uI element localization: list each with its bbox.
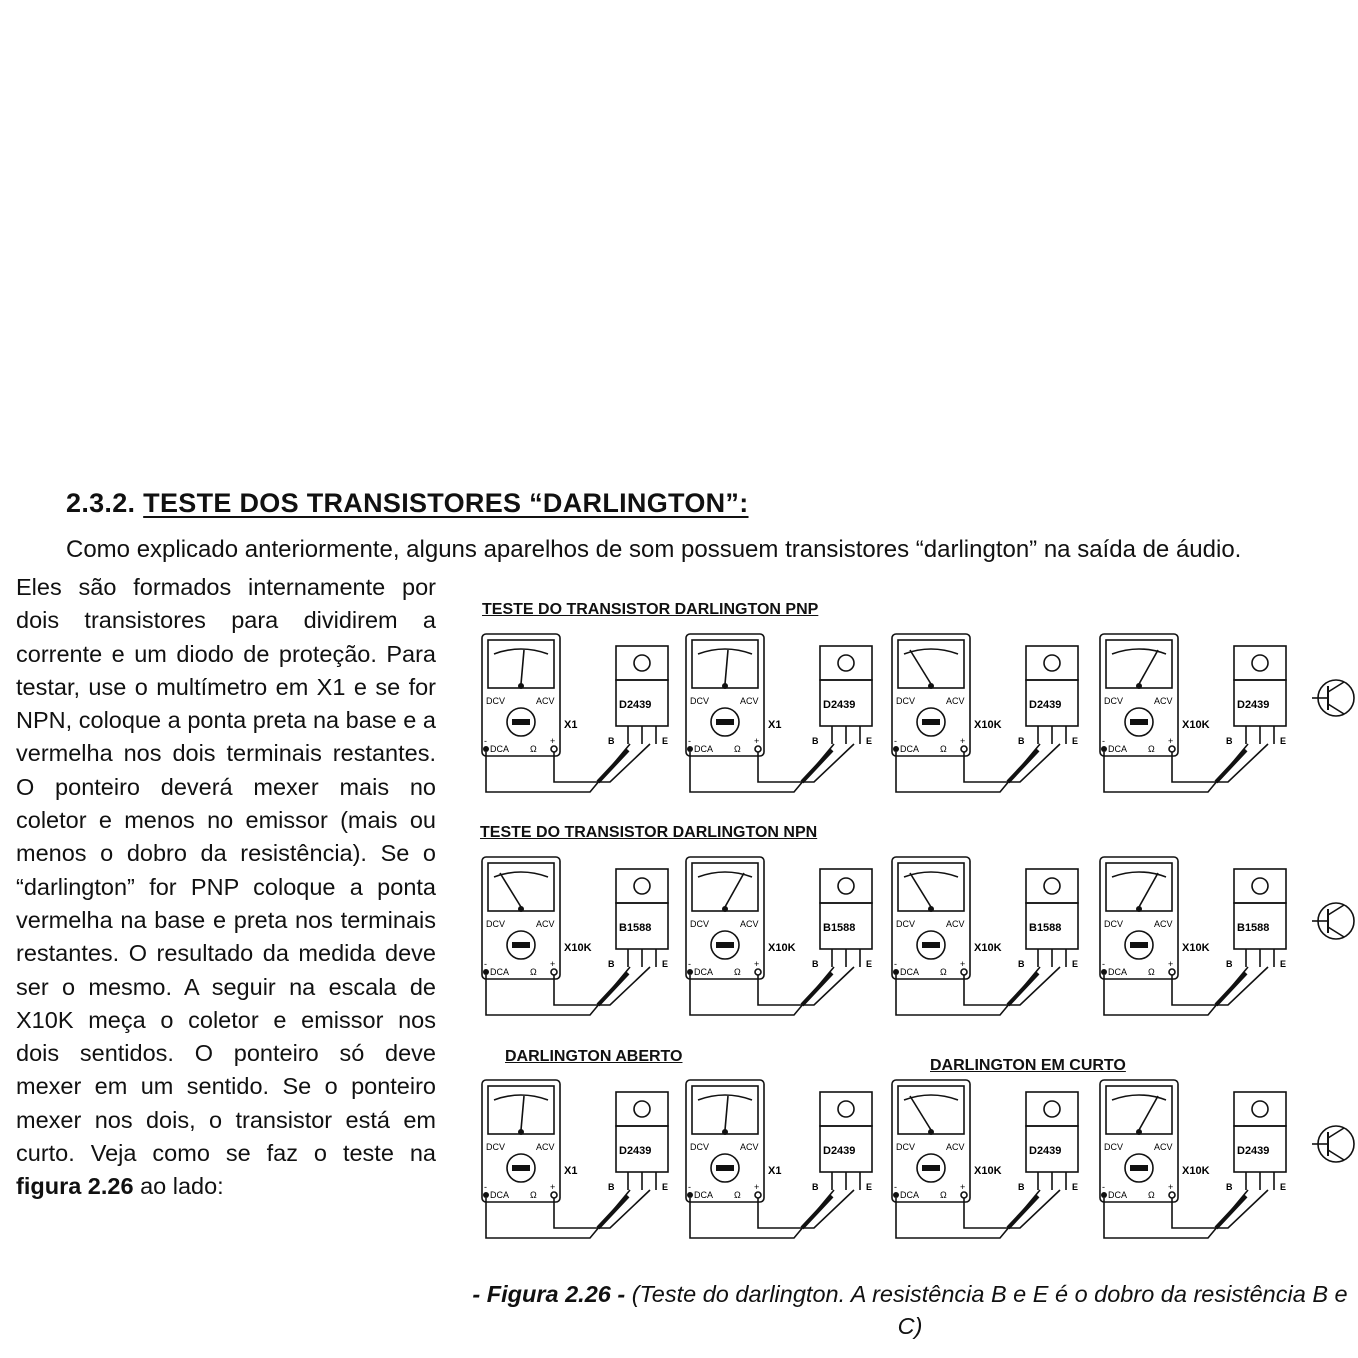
dca-label: DCA bbox=[1108, 967, 1128, 977]
meter-display bbox=[1106, 1086, 1172, 1134]
pin-b-label: B bbox=[812, 736, 819, 746]
jack-ohm bbox=[755, 1192, 761, 1198]
transistor-hole bbox=[1252, 878, 1268, 894]
meter-body bbox=[1100, 1080, 1178, 1202]
meter-body bbox=[482, 1080, 560, 1202]
minus-label: - bbox=[688, 959, 691, 969]
needle-pivot bbox=[928, 906, 934, 912]
probe-tip bbox=[802, 1196, 832, 1228]
dca-label: DCA bbox=[490, 1190, 510, 1200]
probe-tip bbox=[802, 973, 832, 1005]
plus-label: + bbox=[960, 959, 966, 969]
pin-b-label: B bbox=[1226, 1182, 1233, 1192]
ohm-label: Ω bbox=[734, 744, 741, 754]
range-label: X10K bbox=[564, 942, 592, 954]
meter-body bbox=[892, 1080, 970, 1202]
transistor-code: B1588 bbox=[619, 922, 652, 934]
meter-scale bbox=[494, 1095, 548, 1100]
transistor-tab bbox=[1026, 1092, 1078, 1126]
meter-needle bbox=[910, 650, 931, 684]
acv-label: ACV bbox=[946, 1142, 965, 1152]
minus-label: - bbox=[484, 736, 487, 746]
jack-com bbox=[1101, 1192, 1107, 1198]
plus-label: + bbox=[754, 736, 760, 746]
selector-pointer bbox=[922, 719, 940, 725]
pin-e-label: E bbox=[1280, 959, 1287, 969]
needle-pivot bbox=[928, 683, 934, 689]
body-main: Eles são formados internamente por dois transistores para dividirem a corrente e um diodo de proteção. Para testar, use o multímetro em X1 e se for NPN, coloque a ponta preta na base e a vermelha nos dois terminais restantes. O ponteiro deverá mexer mais no coletor e menos no emissor (mais ou menos o dobro da resistência). Se o “darlington” for PNP coloque a ponta vermelha na base e preta nos terminais restantes. O resultado da medida deve ser o mesmo. A seguir na escala de X10K meça o coletor e emissor nos dois sentidos. O ponteiro só deve mexer em um sentido. Se o ponteiro mexer nos dois, o transistor está em curto. Veja como se faz o teste na bbox=[16, 574, 436, 1167]
meter-scale bbox=[494, 649, 548, 654]
meter-body bbox=[482, 634, 560, 756]
transistor-tab bbox=[1234, 646, 1286, 680]
transistor-code: D2439 bbox=[1029, 1145, 1062, 1157]
range-label: X10K bbox=[974, 719, 1002, 731]
minus-label: - bbox=[484, 959, 487, 969]
jack-com bbox=[893, 746, 899, 752]
multimeter-panel bbox=[480, 1078, 680, 1248]
transistor-hole bbox=[1044, 878, 1060, 894]
ohm-label: Ω bbox=[940, 744, 947, 754]
meter-display bbox=[692, 863, 758, 911]
selector-pointer bbox=[512, 719, 530, 725]
jack-com bbox=[893, 969, 899, 975]
probe-tip bbox=[1008, 750, 1038, 782]
plus-label: + bbox=[960, 1182, 966, 1192]
meter-needle bbox=[910, 873, 931, 907]
needle-pivot bbox=[518, 683, 524, 689]
selector-pointer bbox=[716, 719, 734, 725]
meter-scale bbox=[698, 649, 752, 654]
meter-body bbox=[686, 634, 764, 756]
dca-label: DCA bbox=[694, 967, 714, 977]
pin-e-label: E bbox=[662, 959, 669, 969]
dca-label: DCA bbox=[1108, 744, 1128, 754]
dcv-label: DCV bbox=[896, 696, 916, 706]
pin-e-label: E bbox=[1072, 959, 1079, 969]
dcv-label: DCV bbox=[486, 919, 506, 929]
acv-label: ACV bbox=[1154, 696, 1173, 706]
pin-e-label: E bbox=[1280, 1182, 1287, 1192]
plus-label: + bbox=[1168, 736, 1174, 746]
pin-b-label: B bbox=[608, 736, 615, 746]
transistor-code: D2439 bbox=[823, 1145, 856, 1157]
dca-label: DCA bbox=[694, 1190, 714, 1200]
plus-label: + bbox=[1168, 959, 1174, 969]
probe-tip bbox=[1216, 750, 1246, 782]
pin-b-label: B bbox=[1226, 959, 1233, 969]
minus-label: - bbox=[894, 1182, 897, 1192]
section-number: 2.3.2. bbox=[66, 488, 136, 518]
transistor-hole bbox=[1044, 1101, 1060, 1117]
caption-text: (Teste do darlington. A resistência B e E é o dobro da resistência B e C) bbox=[631, 1281, 1348, 1339]
figure-caption bbox=[470, 1278, 1350, 1342]
intro-paragraph: Como explicado anteriormente, alguns aparelhos de som possuem transistores “darlington” na saída de áudio. bbox=[66, 536, 1242, 563]
multimeter-panel bbox=[480, 632, 680, 802]
range-label: X10K bbox=[1182, 719, 1210, 731]
probe-tip bbox=[1008, 973, 1038, 1005]
meter-needle bbox=[1139, 873, 1158, 907]
plus-label: + bbox=[550, 736, 556, 746]
transistor-hole bbox=[838, 1101, 854, 1117]
dca-label: DCA bbox=[490, 744, 510, 754]
jack-ohm bbox=[755, 969, 761, 975]
range-label: X10K bbox=[1182, 1165, 1210, 1177]
jack-com bbox=[1101, 969, 1107, 975]
meter-body bbox=[1100, 857, 1178, 979]
meter-display bbox=[898, 1086, 964, 1134]
ohm-label: Ω bbox=[530, 967, 537, 977]
needle-pivot bbox=[1136, 683, 1142, 689]
jack-ohm bbox=[961, 1192, 967, 1198]
pin-e-label: E bbox=[662, 736, 669, 746]
multimeter-panel bbox=[1098, 1078, 1298, 1248]
probe-tip bbox=[598, 750, 628, 782]
minus-label: - bbox=[894, 959, 897, 969]
multimeter-panel bbox=[1098, 632, 1298, 802]
dcv-label: DCV bbox=[690, 919, 710, 929]
acv-label: ACV bbox=[946, 919, 965, 929]
pin-e-label: E bbox=[662, 1182, 669, 1192]
pin-e-label: E bbox=[1072, 736, 1079, 746]
jack-ohm bbox=[1169, 1192, 1175, 1198]
range-label: X1 bbox=[768, 1165, 782, 1177]
pin-e-label: E bbox=[1280, 736, 1287, 746]
transistor-code: B1588 bbox=[1237, 922, 1270, 934]
transistor-code: D2439 bbox=[823, 699, 856, 711]
transistor-code: D2439 bbox=[1237, 699, 1270, 711]
transistor-hole bbox=[838, 655, 854, 671]
jack-com bbox=[687, 1192, 693, 1198]
transistor-code: D2439 bbox=[1029, 699, 1062, 711]
pin-e-label: E bbox=[1072, 1182, 1079, 1192]
dca-label: DCA bbox=[900, 744, 920, 754]
meter-body bbox=[892, 634, 970, 756]
meter-display bbox=[898, 863, 964, 911]
acv-label: ACV bbox=[536, 1142, 555, 1152]
plus-label: + bbox=[550, 959, 556, 969]
plus-label: + bbox=[960, 736, 966, 746]
meter-needle bbox=[725, 873, 744, 907]
dcv-label: DCV bbox=[1104, 1142, 1124, 1152]
jack-com bbox=[893, 1192, 899, 1198]
jack-ohm bbox=[961, 746, 967, 752]
selector-pointer bbox=[716, 942, 734, 948]
jack-ohm bbox=[755, 746, 761, 752]
meter-body bbox=[686, 857, 764, 979]
multimeter-panel bbox=[890, 1078, 1090, 1248]
dca-label: DCA bbox=[900, 967, 920, 977]
multimeter-panel bbox=[890, 632, 1090, 802]
meter-display bbox=[1106, 863, 1172, 911]
acv-label: ACV bbox=[740, 696, 759, 706]
range-label: X1 bbox=[564, 719, 578, 731]
section-title: TESTE DOS TRANSISTORES “DARLINGTON”: bbox=[143, 488, 749, 518]
dcv-label: DCV bbox=[896, 1142, 916, 1152]
pin-b-label: B bbox=[608, 959, 615, 969]
jack-ohm bbox=[1169, 746, 1175, 752]
transistor-code: D2439 bbox=[619, 1145, 652, 1157]
jack-ohm bbox=[1169, 969, 1175, 975]
body-paragraph bbox=[16, 571, 436, 1204]
ohm-label: Ω bbox=[734, 967, 741, 977]
meter-needle bbox=[910, 1096, 931, 1130]
minus-label: - bbox=[1102, 736, 1105, 746]
dcv-label: DCV bbox=[486, 1142, 506, 1152]
multimeter-panel bbox=[684, 1078, 884, 1248]
jack-com bbox=[687, 746, 693, 752]
transistor-tab bbox=[820, 1092, 872, 1126]
multimeter-panel bbox=[480, 855, 680, 1025]
pin-b-label: B bbox=[1018, 736, 1025, 746]
jack-ohm bbox=[551, 1192, 557, 1198]
meter-needle bbox=[521, 1096, 524, 1130]
minus-label: - bbox=[1102, 959, 1105, 969]
range-label: X10K bbox=[974, 942, 1002, 954]
acv-label: ACV bbox=[946, 696, 965, 706]
probe-tip bbox=[1216, 1196, 1246, 1228]
transistor-tab bbox=[1026, 869, 1078, 903]
selector-pointer bbox=[1130, 1165, 1148, 1171]
acv-label: ACV bbox=[1154, 919, 1173, 929]
label-npn-test: TESTE DO TRANSISTOR DARLINGTON NPN bbox=[480, 824, 818, 841]
transistor-symbol-icon bbox=[1310, 897, 1350, 947]
pin-e-label: E bbox=[866, 736, 873, 746]
meter-display bbox=[898, 640, 964, 688]
meter-needle bbox=[1139, 1096, 1158, 1130]
ohm-label: Ω bbox=[530, 744, 537, 754]
jack-com bbox=[1101, 746, 1107, 752]
pin-b-label: B bbox=[1018, 1182, 1025, 1192]
selector-pointer bbox=[512, 942, 530, 948]
transistor-code: B1588 bbox=[1029, 922, 1062, 934]
jack-ohm bbox=[551, 969, 557, 975]
pin-e-label: E bbox=[866, 959, 873, 969]
pin-b-label: B bbox=[608, 1182, 615, 1192]
transistor-symbol-icon bbox=[1310, 1120, 1350, 1170]
multimeter-panel bbox=[1098, 855, 1298, 1025]
multimeter-panel bbox=[684, 855, 884, 1025]
range-label: X10K bbox=[974, 1165, 1002, 1177]
dca-label: DCA bbox=[490, 967, 510, 977]
meter-body bbox=[892, 857, 970, 979]
pin-e-label: E bbox=[866, 1182, 873, 1192]
dcv-label: DCV bbox=[690, 1142, 710, 1152]
selector-pointer bbox=[922, 942, 940, 948]
needle-pivot bbox=[1136, 1129, 1142, 1135]
minus-label: - bbox=[688, 1182, 691, 1192]
range-label: X10K bbox=[768, 942, 796, 954]
probe-tip bbox=[1008, 1196, 1038, 1228]
caption-label: - Figura 2.26 - bbox=[472, 1281, 626, 1307]
ohm-label: Ω bbox=[1148, 967, 1155, 977]
range-label: X10K bbox=[1182, 942, 1210, 954]
figure-reference: figura 2.26 bbox=[16, 1173, 134, 1200]
needle-pivot bbox=[722, 683, 728, 689]
meter-display bbox=[488, 863, 554, 911]
needle-pivot bbox=[722, 1129, 728, 1135]
meter-needle bbox=[521, 650, 524, 684]
jack-com bbox=[483, 969, 489, 975]
dcv-label: DCV bbox=[486, 696, 506, 706]
label-open: DARLINGTON ABERTO bbox=[505, 1048, 683, 1065]
transistor-tab bbox=[820, 869, 872, 903]
dca-label: DCA bbox=[694, 744, 714, 754]
probe-tip bbox=[1216, 973, 1246, 1005]
acv-label: ACV bbox=[536, 696, 555, 706]
range-label: X1 bbox=[564, 1165, 578, 1177]
ohm-label: Ω bbox=[530, 1190, 537, 1200]
transistor-tab bbox=[1234, 1092, 1286, 1126]
needle-pivot bbox=[518, 1129, 524, 1135]
probe-tip bbox=[802, 750, 832, 782]
needle-pivot bbox=[928, 1129, 934, 1135]
dcv-label: DCV bbox=[690, 696, 710, 706]
ohm-label: Ω bbox=[940, 967, 947, 977]
ohm-label: Ω bbox=[940, 1190, 947, 1200]
transistor-hole bbox=[1044, 655, 1060, 671]
selector-pointer bbox=[1130, 942, 1148, 948]
ohm-label: Ω bbox=[1148, 1190, 1155, 1200]
probe-tip bbox=[598, 973, 628, 1005]
transistor-tab bbox=[820, 646, 872, 680]
meter-needle bbox=[1139, 650, 1158, 684]
jack-com bbox=[483, 1192, 489, 1198]
meter-body bbox=[482, 857, 560, 979]
pin-b-label: B bbox=[1018, 959, 1025, 969]
acv-label: ACV bbox=[740, 919, 759, 929]
transistor-hole bbox=[1252, 655, 1268, 671]
needle-pivot bbox=[1136, 906, 1142, 912]
dcv-label: DCV bbox=[1104, 696, 1124, 706]
multimeter-panel bbox=[890, 855, 1090, 1025]
dca-label: DCA bbox=[900, 1190, 920, 1200]
transistor-code: D2439 bbox=[1237, 1145, 1270, 1157]
dca-label: DCA bbox=[1108, 1190, 1128, 1200]
acv-label: ACV bbox=[1154, 1142, 1173, 1152]
pin-b-label: B bbox=[1226, 736, 1233, 746]
multimeter-panel bbox=[684, 632, 884, 802]
transistor-tab bbox=[616, 869, 668, 903]
minus-label: - bbox=[484, 1182, 487, 1192]
acv-label: ACV bbox=[536, 919, 555, 929]
transistor-hole bbox=[838, 878, 854, 894]
transistor-tab bbox=[1026, 646, 1078, 680]
selector-pointer bbox=[512, 1165, 530, 1171]
selector-pointer bbox=[922, 1165, 940, 1171]
plus-label: + bbox=[754, 959, 760, 969]
transistor-hole bbox=[1252, 1101, 1268, 1117]
meter-needle bbox=[725, 1096, 728, 1130]
meter-scale bbox=[698, 1095, 752, 1100]
plus-label: + bbox=[550, 1182, 556, 1192]
label-short: DARLINGTON EM CURTO bbox=[930, 1057, 1126, 1074]
transistor-symbol-icon bbox=[1310, 674, 1350, 724]
pin-b-label: B bbox=[812, 1182, 819, 1192]
dcv-label: DCV bbox=[1104, 919, 1124, 929]
meter-needle bbox=[500, 873, 521, 907]
range-label: X1 bbox=[768, 719, 782, 731]
meter-body bbox=[686, 1080, 764, 1202]
label-pnp-test: TESTE DO TRANSISTOR DARLINGTON PNP bbox=[482, 601, 819, 618]
jack-com bbox=[687, 969, 693, 975]
transistor-hole bbox=[634, 655, 650, 671]
probe-tip bbox=[598, 1196, 628, 1228]
dcv-label: DCV bbox=[896, 919, 916, 929]
ohm-label: Ω bbox=[734, 1190, 741, 1200]
acv-label: ACV bbox=[740, 1142, 759, 1152]
section-heading bbox=[66, 488, 749, 519]
transistor-hole bbox=[634, 1101, 650, 1117]
meter-body bbox=[1100, 634, 1178, 756]
minus-label: - bbox=[688, 736, 691, 746]
jack-ohm bbox=[551, 746, 557, 752]
selector-pointer bbox=[716, 1165, 734, 1171]
pin-b-label: B bbox=[812, 959, 819, 969]
transistor-tab bbox=[616, 646, 668, 680]
transistor-tab bbox=[616, 1092, 668, 1126]
meter-display bbox=[1106, 640, 1172, 688]
minus-label: - bbox=[894, 736, 897, 746]
meter-needle bbox=[725, 650, 728, 684]
transistor-code: D2439 bbox=[619, 699, 652, 711]
transistor-code: B1588 bbox=[823, 922, 856, 934]
plus-label: + bbox=[1168, 1182, 1174, 1192]
jack-com bbox=[483, 746, 489, 752]
body-tail: ao lado: bbox=[140, 1173, 224, 1200]
needle-pivot bbox=[722, 906, 728, 912]
jack-ohm bbox=[961, 969, 967, 975]
transistor-tab bbox=[1234, 869, 1286, 903]
minus-label: - bbox=[1102, 1182, 1105, 1192]
ohm-label: Ω bbox=[1148, 744, 1155, 754]
plus-label: + bbox=[754, 1182, 760, 1192]
needle-pivot bbox=[518, 906, 524, 912]
selector-pointer bbox=[1130, 719, 1148, 725]
transistor-hole bbox=[634, 878, 650, 894]
